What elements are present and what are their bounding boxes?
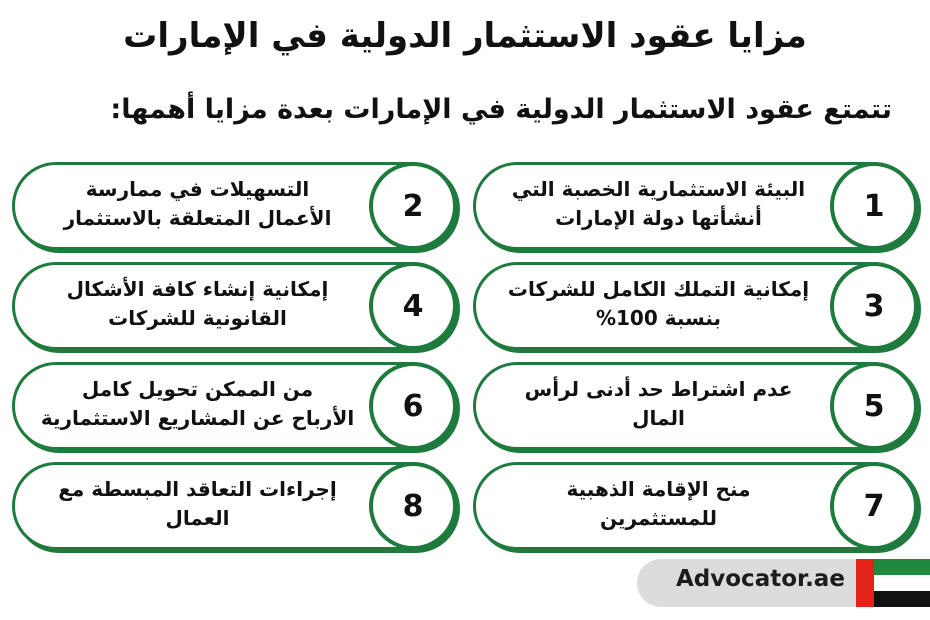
benefit-text-line-2: أنشأتها دولة الإمارات <box>555 206 762 230</box>
benefit-number-badge: 4 <box>369 262 457 350</box>
benefit-text <box>494 165 823 247</box>
benefit-text-line-2: العمال <box>165 506 230 530</box>
benefit-text <box>33 465 362 547</box>
benefit-text-line-1: التسهيلات في ممارسة <box>85 177 310 201</box>
benefit-text-line-2: المال <box>632 406 685 430</box>
benefit-card-2 <box>12 162 457 250</box>
benefit-text <box>494 465 823 547</box>
benefit-card-4 <box>12 262 457 350</box>
benefit-text-line-1: إمكانية إنشاء كافة الأشكال <box>66 277 329 301</box>
benefit-card-8 <box>12 462 457 550</box>
benefit-text-line-1: منح الإقامة الذهبية <box>566 477 751 501</box>
benefit-text-line-2: للمستثمرين <box>599 506 718 530</box>
benefit-text-line-1: عدم اشتراط حد أدنى لرأس <box>524 377 793 401</box>
flag-green-stripe <box>874 559 930 575</box>
benefit-text-line-2: الأعمال المتعلقة بالاستثمار <box>63 206 332 230</box>
page-subtitle: تتمتع عقود الاستثمار الدولية في الإمارات بعدة مزايا أهمها: <box>110 94 892 125</box>
benefit-text <box>33 165 362 247</box>
flag-black-stripe <box>874 591 930 607</box>
benefit-text-line-1: البيئة الاستثمارية الخصبة التي <box>511 177 806 201</box>
benefit-text-line-1: إمكانية التملك الكامل للشركات <box>507 277 810 301</box>
uae-flag-icon <box>856 559 930 607</box>
benefit-card-6 <box>12 362 457 450</box>
benefit-number-badge: 7 <box>830 462 918 550</box>
flag-white-stripe <box>874 575 930 591</box>
benefit-text-line-1: من الممكن تحويل كامل <box>81 377 314 401</box>
benefit-card-1 <box>473 162 918 250</box>
benefit-card-3 <box>473 262 918 350</box>
benefit-text <box>33 265 362 347</box>
benefit-text <box>494 265 823 347</box>
benefit-card-5 <box>473 362 918 450</box>
benefit-number-badge: 3 <box>830 262 918 350</box>
benefit-text-line-2: بنسبة 100% <box>595 306 722 330</box>
benefit-text-line-2: القانونية للشركات <box>108 306 287 330</box>
benefit-number-badge: 6 <box>369 362 457 450</box>
benefit-number-badge: 2 <box>369 162 457 250</box>
benefit-text <box>33 365 362 447</box>
benefit-text <box>494 365 823 447</box>
page-title: مزايا عقود الاستثمار الدولية في الإمارات <box>123 16 807 56</box>
benefit-number-badge: 5 <box>830 362 918 450</box>
benefit-number-badge: 1 <box>830 162 918 250</box>
benefits-grid <box>12 162 918 550</box>
benefit-text-line-1: إجراءات التعاقد المبسطة مع <box>58 477 337 501</box>
benefit-card-7 <box>473 462 918 550</box>
benefit-text-line-2: الأرباح عن المشاريع الاستثمارية <box>40 406 355 430</box>
brand-name: Advocator.ae <box>676 566 845 592</box>
benefit-number-badge: 8 <box>369 462 457 550</box>
flag-red-band <box>856 559 874 607</box>
